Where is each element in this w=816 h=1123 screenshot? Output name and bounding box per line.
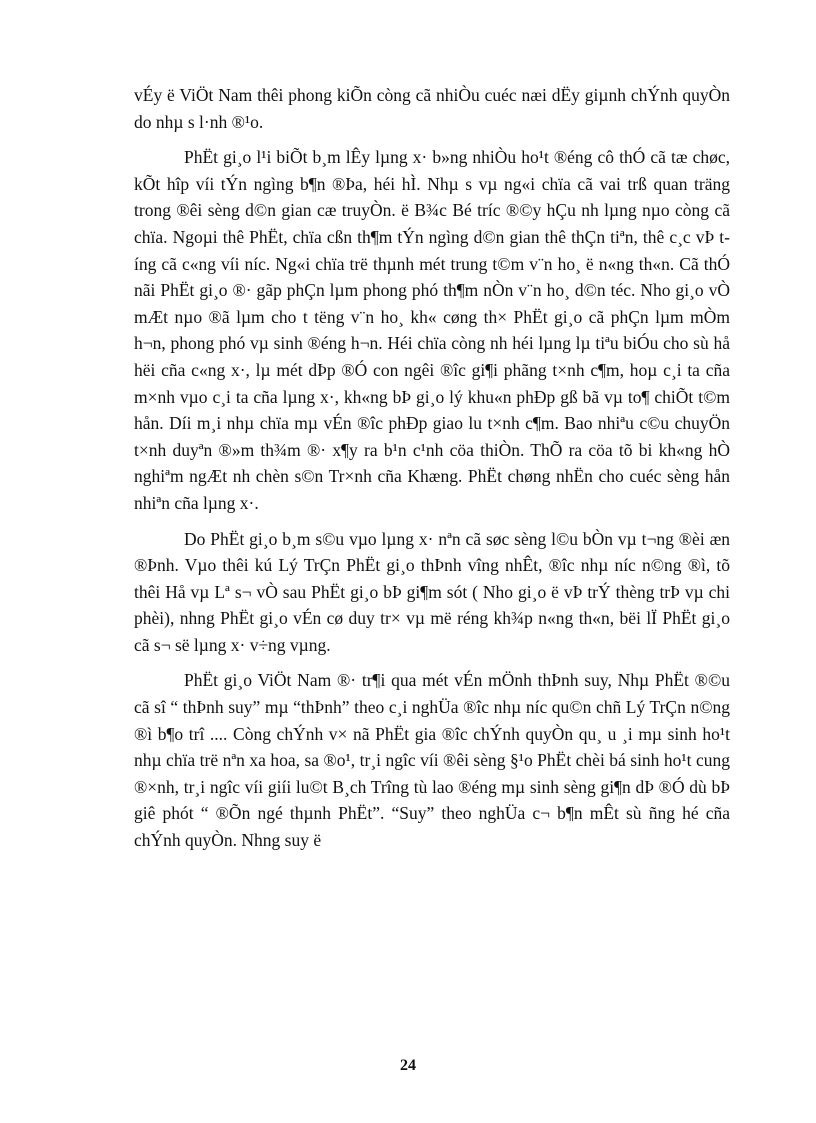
- body-text: [134, 82, 730, 863]
- paragraph-3: Do PhËt gi¸o b¸m s©u vµo lµng x· nªn cã søc sèng l©u bÒn vµ t¬ng ®èi æn ®Þnh. Vµo thêi kú Lý TrÇn PhËt gi¸o thÞnh vîng nhÊt, ®îc nhµ níc n©ng ®ì, tõ thêi Hå vµ Lª s¬ vÒ sau PhËt gi¸o bÞ gi¶m sót ( Nho gi¸o ë vÞ trÝ thèng trÞ vµ chi phèi), nhng PhËt gi¸o vÉn cø duy tr× vµ më réng kh¾p n«ng th«n, bëi lÏ PhËt gi¸o cã s¬ së lµng x· v÷ng vµng.: [134, 528, 730, 655]
- paragraph-4: PhËt gi¸o ViÖt Nam ®· tr¶i qua mét vÉn mÖnh thÞnh suy, Nhµ PhËt ®©u cã sî “ thÞnh suy” mµ “thÞnh” theo c¸i nghÜa ®îc nhµ níc qu©n chñ Lý TrÇn n©ng ®ì b¶o trî .... Còng chÝnh v× nã PhËt gia ®îc chÝnh quyÒn qu¸ u ¸i mµ sinh ho¹t nhµ chïa trë nªn xa hoa, sa ®o¹, tr¸i ngîc víi ®êi sèng §¹o PhËt chèi bá sinh ho¹t cung ®×nh, tr¸i ngîc víi giíi lu©t B¸ch Trîng tù lao ®éng mµ sinh sèng gi¶n dÞ ®Ó dù bÞ giê phót “ ®Õn ngé thµnh PhËt”. “Suy” theo nghÜa c¬ b¶n mÊt sù ñng hé cña chÝnh quyÒn. Nhng suy ë: [134, 670, 730, 851]
- page-number: 24: [400, 1057, 416, 1074]
- paragraph-1: vÉy ë ViÖt Nam thêi phong kiÕn còng cã nhiÒu cuéc næi dËy giµnh chÝnh quyÒn do nhµ s l·nh ®¹o.: [134, 85, 730, 132]
- paragraph-2: PhËt gi¸o l¹i biÕt b¸m lÊy lµng x· b»ng nhiÒu ho¹t ®éng cô thÓ cã tæ chøc, kÕt hîp víi tÝn ngìng b¶n ®Þa, héi hÌ. Nhµ s vµ ng«i chïa cã vai trß quan träng trong ®êi sèng d©n gian cæ truyÒn. ë B¾c Bé tríc ®©y hÇu nh lµng nµo còng cã chïa. Ngoµi thê PhËt, chïa cßn th¶m tÝn ngìng d©n gian thê thÇn tiªn, thê c¸c vÞ tíng cã c«ng víi níc. Ng«i chïa trë thµnh mét trung t©m v¨n ho¸ ë n«ng th«n. Cã thÓ nãi PhËt gi¸o ®· gãp phÇn lµm phong phó th¶m nÒn v¨n ho¸ d©n téc. Nho gi¸o vÒ mÆt nµo ®ã lµm cho t tëng v¨n ho¸ kh« cøng th× PhËt gi¸o cã phÇn lµm mÒm h¬n, phong phó vµ sinh ®éng h¬n. Héi chïa còng nh héi lµng lµ tiªu biÓu cho sù hå hëi cña c«ng x·, lµ mét dÞp ®Ó con ngêi ®îc gi¶i phãng t×nh c¶m, hoµ c¸i ta cña m×nh vµo c¸i ta cña lµng x·, kh«ng bÞ gi¸o lý khu«n phÐp gß bã vµ to¶ chiÕt t©m hån. Díi m¸i nhµ chïa mµ vÉn ®îc phÐp giao lu t×nh c¶m. Bao nhiªu c©u chuyÖn t×nh duyªn ®»m th¾m ®· x¶y ra b¹n c¹nh cöa thiÒn. ThÕ ra cöa tõ bi kh«ng hÒ nghiªm ngÆt nh chèn s©n Tr×nh cña Khæng. PhËt chøng nhËn cho cuéc sèng hån nhiªn cña lµng x·.: [134, 147, 730, 513]
